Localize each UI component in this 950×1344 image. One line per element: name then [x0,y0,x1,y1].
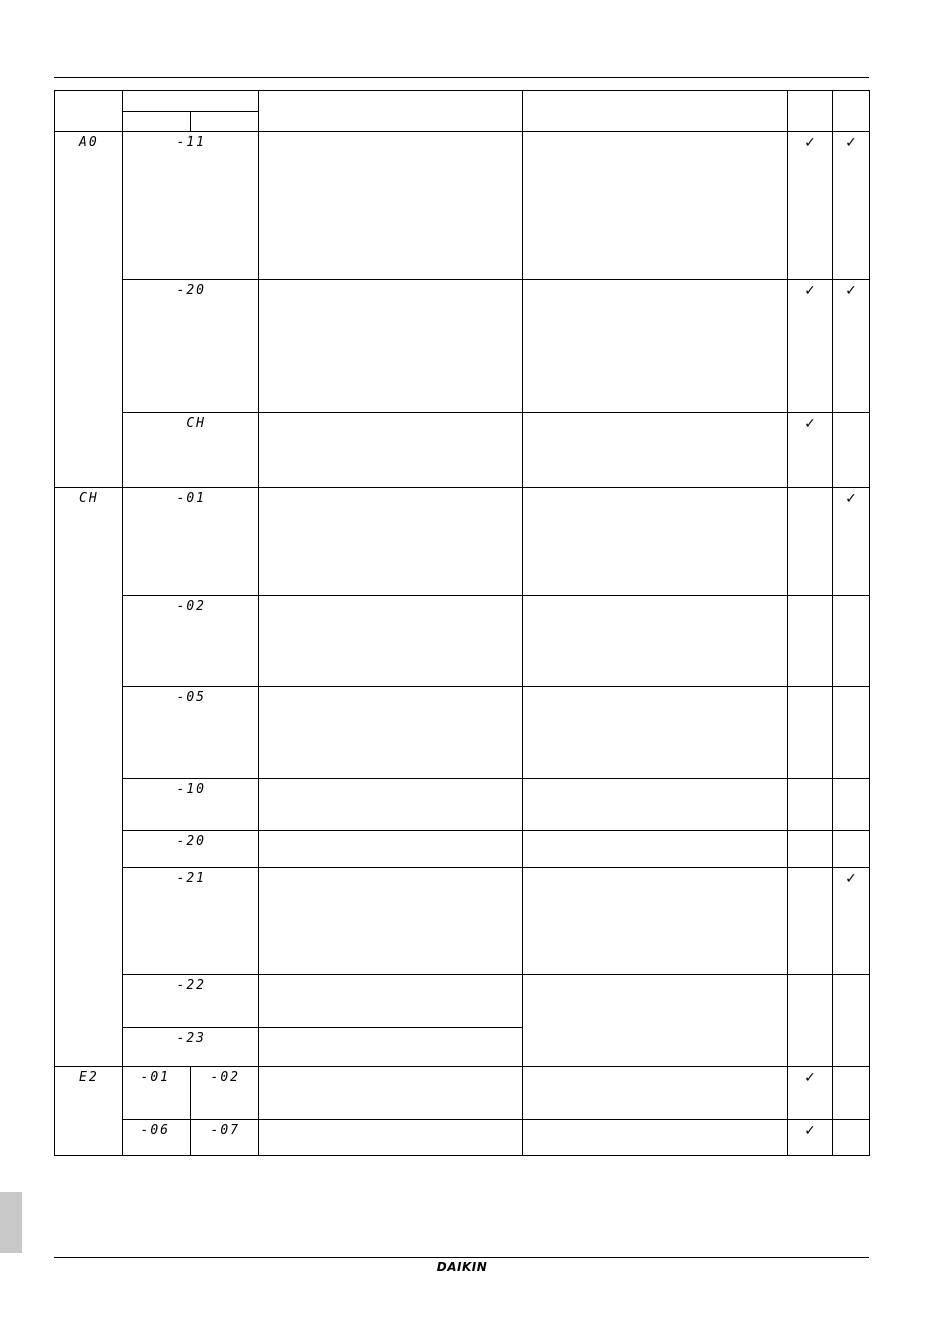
sub-code: -11 [176,135,206,150]
sub-code-cell [123,413,259,488]
main-code: A0 [79,135,99,150]
check-cell-1 [788,779,833,831]
main-code-cell [55,488,123,1067]
table-row [55,687,870,779]
sub-code-cell [123,280,259,413]
check-mark-icon [833,779,869,782]
header-main-code [55,91,123,132]
check-cell-2 [833,132,870,280]
header-check-1 [788,91,833,132]
sub-code-cell [123,831,259,868]
description-cell [259,132,523,280]
check-cell-1 [788,687,833,779]
check-mark-icon [833,413,869,416]
sub-code-cell [123,975,259,1028]
brand-logo: DAIKIN [436,1260,488,1274]
check-cell-2 [833,1120,870,1156]
check-cell-2 [833,413,870,488]
description-cell [259,413,523,488]
table-row [55,868,870,975]
check-mark-icon: ✓ [804,135,816,151]
check-cell-2 [833,1067,870,1120]
header-sub-code [123,91,259,112]
sub-code-cell-b [191,1120,259,1156]
sub-code: -07 [210,1123,240,1138]
sub-code: -05 [176,690,206,705]
main-code: E2 [79,1070,99,1085]
table-row [55,1120,870,1156]
check-cell-2 [833,488,870,596]
check-mark-icon [833,687,869,690]
main-code-cell [55,132,123,488]
sub-code: -22 [176,978,206,993]
solution-cell [523,975,788,1067]
solution-cell [523,413,788,488]
check-cell-1 [788,868,833,975]
check-mark-icon [788,488,832,491]
sub-code: -23 [176,1031,206,1046]
check-mark-icon [788,596,832,599]
solution-cell [523,1067,788,1120]
check-mark-icon [788,868,832,871]
check-cell-1 [788,132,833,280]
header-description [259,91,523,132]
solution-cell [523,132,788,280]
main-code: CH [79,491,99,506]
check-mark-icon [788,687,832,690]
sub-code: -01 [140,1070,170,1085]
header-sub-code-b [191,112,259,132]
check-cell-1 [788,831,833,868]
check-mark-icon [833,1067,869,1070]
sub-code: -06 [140,1123,170,1138]
check-cell-2 [833,596,870,687]
check-cell-2 [833,687,870,779]
sub-code: -02 [210,1070,240,1085]
sub-code: -20 [176,834,206,849]
solution-cell [523,831,788,868]
sub-code-cell [123,596,259,687]
description-cell [259,280,523,413]
check-cell-2 [833,779,870,831]
sub-code-cell [123,687,259,779]
solution-cell [523,596,788,687]
table-row [55,280,870,413]
check-mark-icon: ✓ [845,491,857,507]
solution-cell [523,687,788,779]
table-row [55,596,870,687]
table-row [55,413,870,488]
check-mark-icon: ✓ [804,416,816,432]
table-row [55,1067,870,1120]
check-cell-1 [788,1120,833,1156]
check-cell-2 [833,975,870,1067]
table-row [55,779,870,831]
table-row [55,488,870,596]
description-cell [259,868,523,975]
check-mark-icon [788,831,832,834]
sub-code: -10 [176,782,206,797]
check-cell-2 [833,868,870,975]
sub-code-cell-b [191,1067,259,1120]
description-cell [259,596,523,687]
description-cell [259,1120,523,1156]
sub-code-cell [123,1028,259,1067]
description-cell [259,488,523,596]
solution-cell [523,1120,788,1156]
check-mark-icon: ✓ [804,1123,816,1139]
check-mark-icon: ✓ [845,135,857,151]
side-tab [0,1192,22,1253]
description-cell [259,1067,523,1120]
solution-cell [523,280,788,413]
check-cell-1 [788,975,833,1067]
table-row [55,132,870,280]
sub-code: -21 [176,871,206,886]
check-mark-icon [833,596,869,599]
header-solution [523,91,788,132]
check-cell-1 [788,413,833,488]
sub-code-cell-a [123,1120,191,1156]
solution-cell [523,779,788,831]
check-mark-icon: ✓ [845,283,857,299]
sub-code: -01 [176,491,206,506]
header-check-2 [833,91,870,132]
check-mark-icon: ✓ [804,1070,816,1086]
check-cell-1 [788,488,833,596]
main-code-cell [55,1067,123,1156]
sub-code-cell [123,779,259,831]
check-mark-icon [833,1120,869,1123]
sub-code: -20 [176,283,206,298]
description-cell [259,687,523,779]
sub-code-cell [123,488,259,596]
sub-code: -02 [176,599,206,614]
description-cell [259,831,523,868]
sub-code-cell-a [123,1067,191,1120]
footer-rule [54,1257,869,1258]
check-cell-1 [788,596,833,687]
check-cell-1 [788,1067,833,1120]
description-cell [259,779,523,831]
sub-code: CH [186,416,206,431]
check-cell-2 [833,280,870,413]
check-mark-icon [788,779,832,782]
check-mark-icon: ✓ [804,283,816,299]
sub-code-cell [123,868,259,975]
header-rule [54,77,869,78]
error-code-table [54,90,870,1156]
solution-cell [523,868,788,975]
solution-cell [523,488,788,596]
check-mark-icon [788,975,832,978]
sub-code-cell [123,132,259,280]
table-row [55,831,870,868]
check-mark-icon: ✓ [845,871,857,887]
description-cell [259,1028,523,1067]
header-sub-code-a [123,112,191,132]
check-mark-icon [833,975,869,978]
check-cell-2 [833,831,870,868]
table-row [55,975,870,1028]
description-cell [259,975,523,1028]
check-mark-icon [833,831,869,834]
check-cell-1 [788,280,833,413]
